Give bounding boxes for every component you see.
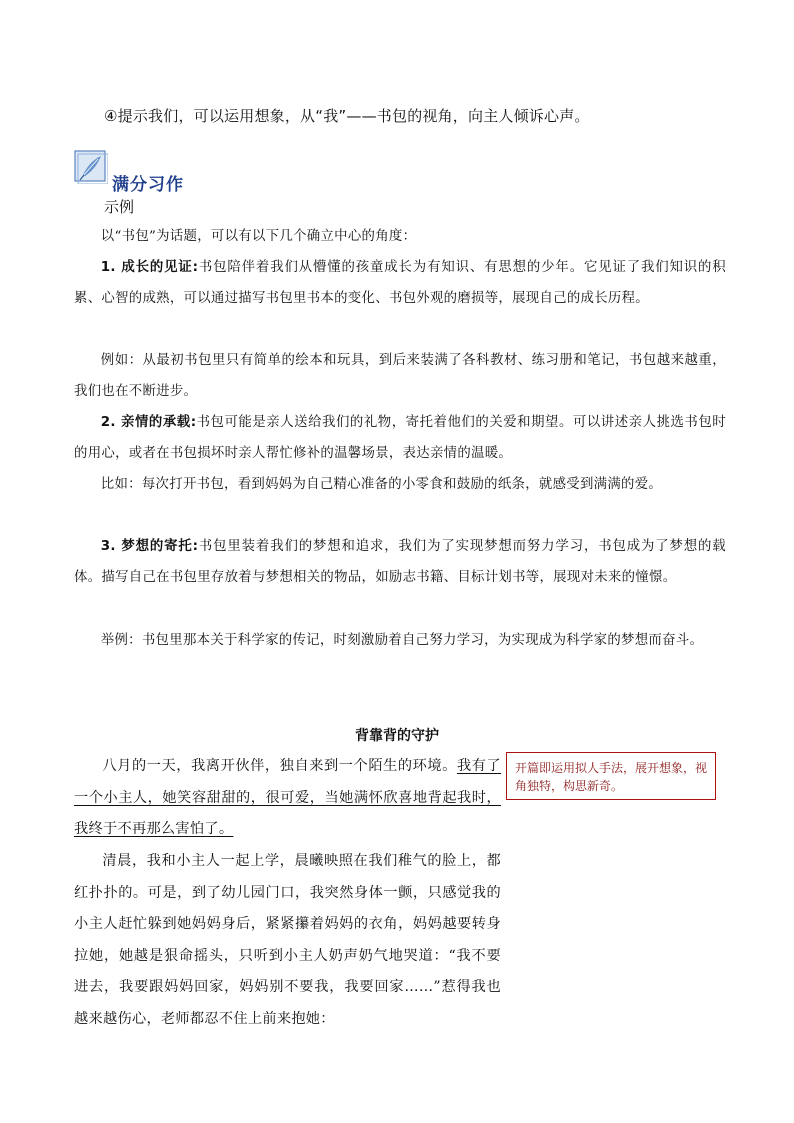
essay-p1-underlined: 我有了一个小主人，她笑容甜甜的，很可爱，当她满怀欣喜地背起我时，我终于不再那么害怕了。 xyxy=(74,758,502,837)
angle-3-example: 举例：书包里那本关于科学家的传记，时刻激励着自己努力学习，为实现成为科学家的梦想而奋斗。 xyxy=(100,633,704,648)
example-label: 示例 xyxy=(104,198,135,216)
angle-3-label: 3. 梦想的寄托: xyxy=(100,539,199,554)
angle-2-label: 2. 亲情的承载: xyxy=(100,415,197,430)
angle-1-paragraph xyxy=(74,253,726,314)
essay-paragraph-2: 清晨，我和小主人一起上学，晨曦映照在我们稚气的脸上，都红扑扑的。可是，到了幼儿园门口，我突然身体一颤，只感觉我的小主人赶忙躲到她妈妈身后，紧紧攥着妈妈的衣角，妈妈越要转身拉她，她越是狠命摇头，只听到小主人奶声奶气地哭道：“我不要进去，我要跟妈妈回家，妈妈别不要我，我要回家……”惹得我也越来越伤心，老师都忍不住上前来抱她： xyxy=(74,853,501,1027)
essay-p1-plain: 八月的一天，我离开伙伴，独自来到一个陌生的环境。 xyxy=(102,758,457,774)
angle-3-text: 书包里装着我们的梦想和追求，我们为了实现梦想而努力学习，书包成为了梦想的载体。描写自己在书包里存放着与梦想相关的物品，如励志书籍、目标计划书等，展现对未来的憧憬。 xyxy=(74,539,726,585)
angle-1-example: 例如：从最初书包里只有简单的绘本和玩具，到后来装满了各科教材、练习册和笔记，书包越来越重，我们也在不断进步。 xyxy=(74,353,726,399)
angle-2-example: 比如：每次打开书包，看到妈妈为自己精心准备的小零食和鼓励的纸条，就感受到满满的爱。 xyxy=(100,477,663,492)
angle-1-text: 书包陪伴着我们从懵懂的孩童成长为有知识、有思想的少年。它见证了我们知识的积累、心智的成熟，可以通过描写书包里书本的变化、书包外观的磨损等，展现自己的成长历程。 xyxy=(74,260,726,306)
lead-paragraph: 以“书包”为话题，可以有以下几个确立中心的角度： xyxy=(100,229,417,244)
essay-title: 背靠背的守护 xyxy=(355,728,439,744)
section-title: 满分习作 xyxy=(112,175,184,195)
section-heading xyxy=(74,150,274,195)
angle-3-paragraph xyxy=(74,532,726,593)
margin-comment-box: 开篇即运用拟人手法，展开想象，视角独特，构思新奇。 xyxy=(506,752,716,800)
essay-paragraph-1 xyxy=(74,751,501,846)
angle-2-text: 书包可能是亲人送给我们的礼物，寄托着他们的关爱和期望。可以讲述亲人挑选书包时的用心，或者在书包损坏时亲人帮忙修补的温馨场景，表达亲情的温暖。 xyxy=(74,415,726,461)
angle-2-paragraph xyxy=(74,408,726,469)
angle-1-label: 1. 成长的见证: xyxy=(100,260,199,275)
intro-line: ④提示我们，可以运用想象，从“我”——书包的视角，向主人倾诉心声。 xyxy=(104,107,590,125)
feather-quill-icon xyxy=(74,150,108,184)
